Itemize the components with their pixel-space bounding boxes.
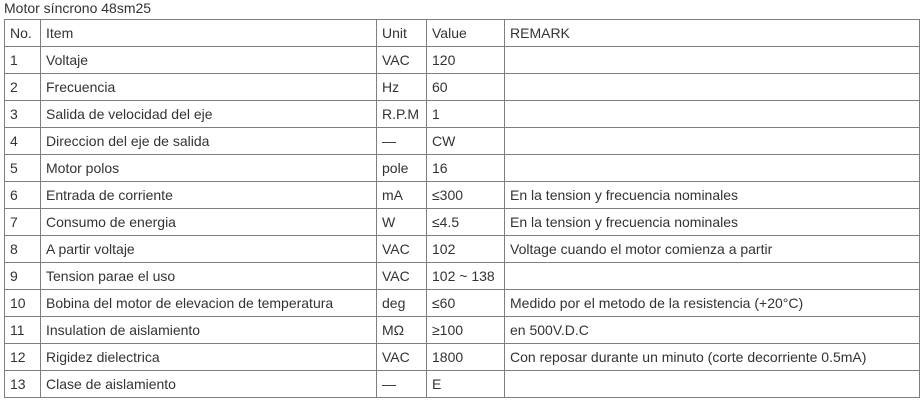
- table-row: [5, 317, 920, 344]
- cell-remark: [505, 155, 920, 182]
- table-row: [5, 236, 920, 263]
- table-row: [5, 371, 920, 398]
- cell-value: ≤60: [427, 290, 505, 317]
- cell-remark: Medido por el metodo de la resistencia (+20°C): [505, 290, 920, 317]
- cell-unit: pole: [377, 155, 427, 182]
- cell-unit: deg: [377, 290, 427, 317]
- cell-unit: VAC: [377, 236, 427, 263]
- cell-item: Voltaje: [41, 47, 377, 74]
- cell-no: 13: [5, 371, 41, 398]
- table-row: [5, 155, 920, 182]
- cell-unit: VAC: [377, 263, 427, 290]
- cell-item: Salida de velocidad del eje: [41, 101, 377, 128]
- header-remark: REMARK: [505, 20, 920, 47]
- header-unit: Unit: [377, 20, 427, 47]
- cell-remark: [505, 74, 920, 101]
- header-value: Value: [427, 20, 505, 47]
- cell-remark: [505, 101, 920, 128]
- cell-remark: En la tension y frecuencia nominales: [505, 209, 920, 236]
- cell-value: 1: [427, 101, 505, 128]
- cell-unit: VAC: [377, 344, 427, 371]
- table-row: [5, 344, 920, 371]
- cell-remark: Con reposar durante un minuto (corte decorriente 0.5mA): [505, 344, 920, 371]
- cell-no: 12: [5, 344, 41, 371]
- cell-remark: En la tension y frecuencia nominales: [505, 182, 920, 209]
- cell-unit: —: [377, 371, 427, 398]
- cell-no: 3: [5, 101, 41, 128]
- cell-item: A partir voltaje: [41, 236, 377, 263]
- cell-remark: [505, 47, 920, 74]
- table-row: [5, 263, 920, 290]
- table-row: [5, 74, 920, 101]
- cell-no: 6: [5, 182, 41, 209]
- cell-item: Direccion del eje de salida: [41, 128, 377, 155]
- cell-no: 4: [5, 128, 41, 155]
- cell-unit: Hz: [377, 74, 427, 101]
- cell-remark: [505, 371, 920, 398]
- cell-value: 60: [427, 74, 505, 101]
- cell-value: 102 ~ 138: [427, 263, 505, 290]
- cell-no: 10: [5, 290, 41, 317]
- cell-no: 5: [5, 155, 41, 182]
- cell-item: Clase de aislamiento: [41, 371, 377, 398]
- cell-value: 1800: [427, 344, 505, 371]
- table-row: [5, 101, 920, 128]
- header-item: Item: [41, 20, 377, 47]
- table-caption: Motor síncrono 48sm25: [4, 0, 152, 16]
- cell-item: Consumo de energia: [41, 209, 377, 236]
- cell-no: 7: [5, 209, 41, 236]
- cell-value: ≥100: [427, 317, 505, 344]
- cell-item: Frecuencia: [41, 74, 377, 101]
- table-row: [5, 290, 920, 317]
- cell-unit: W: [377, 209, 427, 236]
- header-no: No.: [5, 20, 41, 47]
- cell-item: Tension parae el uso: [41, 263, 377, 290]
- cell-no: 1: [5, 47, 41, 74]
- table-row: [5, 47, 920, 74]
- cell-unit: MΩ: [377, 317, 427, 344]
- cell-remark: [505, 263, 920, 290]
- cell-item: Rigidez dielectrica: [41, 344, 377, 371]
- cell-remark: Voltage cuando el motor comienza a partir: [505, 236, 920, 263]
- table-row: [5, 182, 920, 209]
- cell-value: ≤4.5: [427, 209, 505, 236]
- cell-no: 11: [5, 317, 41, 344]
- cell-value: 120: [427, 47, 505, 74]
- cell-unit: mA: [377, 182, 427, 209]
- cell-item: Bobina del motor de elevacion de temperatura: [41, 290, 377, 317]
- cell-value: E: [427, 371, 505, 398]
- cell-item: Insulation de aislamiento: [41, 317, 377, 344]
- cell-unit: R.P.M: [377, 101, 427, 128]
- cell-value: 16: [427, 155, 505, 182]
- spec-table: [4, 19, 920, 398]
- cell-value: 102: [427, 236, 505, 263]
- cell-no: 9: [5, 263, 41, 290]
- cell-remark: [505, 128, 920, 155]
- cell-item: Motor polos: [41, 155, 377, 182]
- table-header-row: [5, 20, 920, 47]
- cell-no: 8: [5, 236, 41, 263]
- table-row: [5, 128, 920, 155]
- cell-value: CW: [427, 128, 505, 155]
- cell-unit: VAC: [377, 47, 427, 74]
- cell-remark: en 500V.D.C: [505, 317, 920, 344]
- cell-value: ≤300: [427, 182, 505, 209]
- table-row: [5, 209, 920, 236]
- cell-no: 2: [5, 74, 41, 101]
- cell-item: Entrada de corriente: [41, 182, 377, 209]
- cell-unit: —: [377, 128, 427, 155]
